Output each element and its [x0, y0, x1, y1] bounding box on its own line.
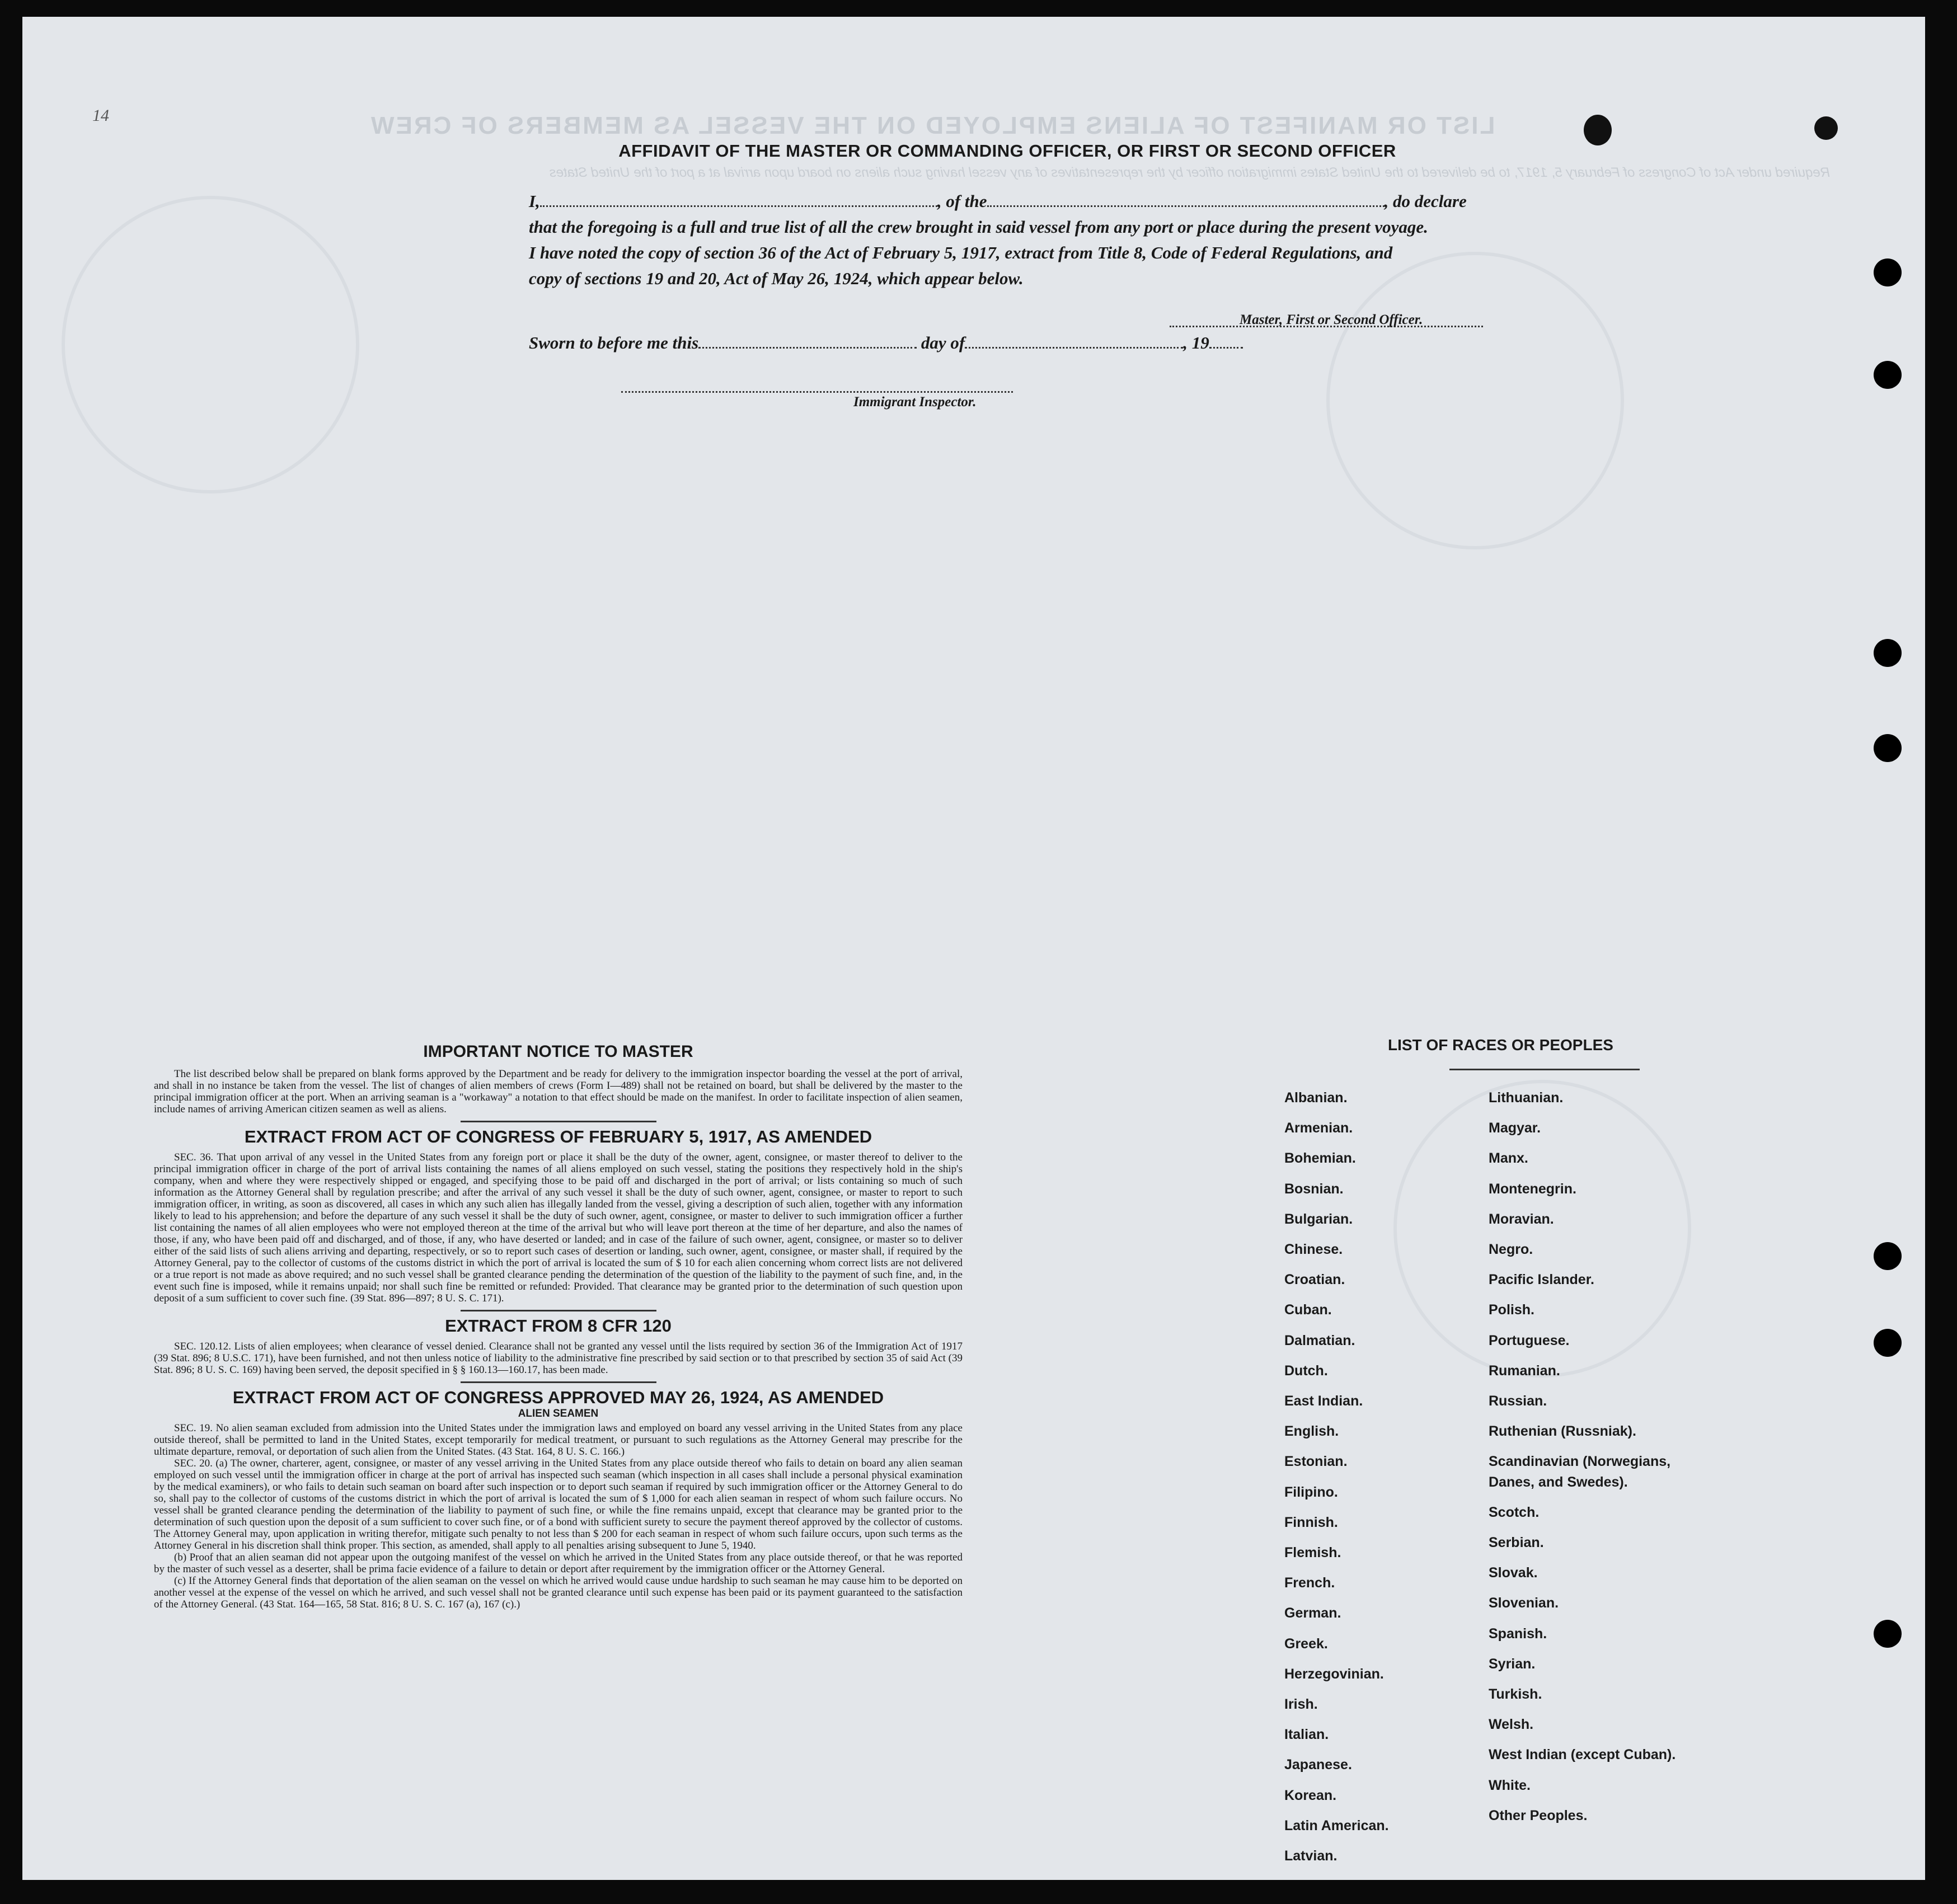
race-item: German. [1284, 1605, 1341, 1621]
race-item: Irish. [1284, 1696, 1318, 1712]
race-item: Turkish. [1489, 1686, 1542, 1702]
declaration-i-label: I, [529, 191, 540, 211]
extract-cfr-text: SEC. 120.12. Lists of alien employees; when clearance of vessel denied. Clearance shall not be granted any vessel until the lists required by section 36 of the Immigration Act of 1917 (39 Stat. 896; 8 U.S.C. 171), have been furnished, and not then unless notice of liability to the administrative fine prescribed by said section or to that prescribed by section 35 of said Act (39 Stat. 896; 8 U. S. C. 169) having been served, the deposit specified in § § 160.13—160.17, has been made. [154, 1341, 963, 1376]
race-item: Latin American. [1284, 1817, 1389, 1834]
divider [461, 1310, 656, 1311]
punch-hole [1874, 1242, 1902, 1270]
declaration-line-1 [529, 191, 1467, 211]
extract-1917-title: EXTRACT FROM ACT OF CONGRESS OF FEBRUARY 5, 1917, AS AMENDED [244, 1127, 872, 1146]
punch-hole [1874, 734, 1902, 762]
inspector-signature-line[interactable] [621, 389, 1013, 393]
race-item: Negro. [1489, 1242, 1533, 1257]
declaration-line-4: copy of sections 19 and 20, Act of May 26, 1924, which appear below. [529, 269, 1024, 288]
race-item: Finnish. [1284, 1514, 1338, 1530]
divider [461, 1121, 656, 1122]
extract-cfr-title: EXTRACT FROM 8 CFR 120 [445, 1316, 672, 1336]
race-item: Armenian. [1284, 1120, 1353, 1136]
race-item: Scotch. [1489, 1504, 1540, 1520]
affidavit-title: AFFIDAVIT OF THE MASTER OR COMMANDING OFFICER, OR FIRST OR SECOND OFFICER [618, 141, 1396, 161]
race-item: Korean. [1284, 1787, 1337, 1803]
divider [461, 1381, 656, 1383]
race-item: Pacific Islander. [1489, 1272, 1594, 1288]
race-item: Manx. [1489, 1150, 1528, 1167]
race-item: Slovenian. [1489, 1595, 1559, 1611]
race-item: Serbian. [1489, 1535, 1544, 1550]
race-item: Scandinavian (Norwegians, [1489, 1454, 1671, 1470]
bleed-through-subtitle: Required under Act of Congress of February 5, 1917, to be delivered to the United States immigration officer by the representatives of any vessel having such aliens on board upon arrival at a port of the United States [549, 165, 1830, 180]
extract-1924-sec19: SEC. 19. No alien seaman excluded from admission into the United States under the immigration laws and employed on board any vessel arriving in the United States from any place outside thereof, shall be permitted to land in the United States, except temporarily for medical treatment, or pursuant to such regulations as the Attorney General may prescribe for the ultimate departure, removal, or deportation of such alien from the United States. (43 Stat. 164, 8 U. S. C. 166.) [154, 1422, 963, 1458]
punch-hole [1874, 1329, 1902, 1357]
race-item: Ruthenian (Russniak). [1489, 1423, 1636, 1440]
race-item: Albanian. [1284, 1090, 1348, 1106]
races-title: LIST OF RACES OR PEOPLES [1388, 1036, 1613, 1054]
race-item: Bulgarian. [1284, 1211, 1353, 1227]
race-item: Herzegovinian. [1284, 1666, 1384, 1682]
race-item: Latvian. [1284, 1848, 1337, 1864]
sworn-label: Sworn to before me this [529, 333, 699, 352]
declaration-do-declare: , do declare [1384, 191, 1467, 211]
declaration-of-the: , of the [937, 191, 987, 211]
race-item: English. [1284, 1423, 1339, 1440]
race-item: Estonian. [1284, 1454, 1348, 1470]
race-item: West Indian (except Cuban). [1489, 1747, 1676, 1763]
declaration-line-3: I have noted the copy of section 36 of the Act of February 5, 1917, extract from Title 8, Code of Federal Regulations, and [529, 243, 1393, 262]
race-item: Bohemian. [1284, 1150, 1356, 1167]
race-item: White. [1489, 1777, 1531, 1793]
faint-stamp-right [1326, 252, 1624, 549]
notice-text: The list described below shall be prepared on blank forms approved by the Department and be ready for delivery to the immigration inspector boarding the vessel at the port of arrival, and shall in no instance be taken from the vessel. The list of changes of alien members of crews (Form I—489) shall not be retained on board, but shall be delivered by the master to the principal immigration officer at the port. When an arriving seaman is a "workaway" a notation to that effect should be made on the manifest. In order to facilitate inspection of alien seamen, include names of arriving American citizen seamen as well as aliens. [154, 1068, 963, 1115]
master-signature-label: Master, First or Second Officer. [1240, 312, 1423, 327]
race-item: Russian. [1489, 1393, 1547, 1409]
races-divider [1449, 1069, 1640, 1070]
race-item: Spanish. [1489, 1625, 1547, 1642]
declaration-line-2: that the foregoing is a full and true list of all the crew brought in said vessel from any port or place during the present voyage. [529, 217, 1428, 237]
page-mark: 14 [92, 106, 109, 125]
race-item: East Indian. [1284, 1393, 1363, 1409]
extract-1924-sec20b: (b) Proof that an alien seaman did not appear upon the outgoing manifest of the vessel on which he arrived in the United States from any place outside thereof, or that he was reported by the master of such vessel as a deserter, shall be prima facie evidence of a failure to detain or deport after requirement by the immigration officer or the Attorney General. [154, 1552, 963, 1575]
extract-1924-title: EXTRACT FROM ACT OF CONGRESS APPROVED MAY 26, 1924, AS AMENDED [232, 1388, 884, 1407]
sworn-day-of: day of [921, 333, 965, 352]
legal-notices [154, 1042, 963, 1610]
race-item: Filipino. [1284, 1484, 1338, 1500]
extract-1924-subtitle: ALIEN SEAMEN [518, 1408, 599, 1419]
faint-stamp-left [62, 196, 359, 493]
race-item: Dalmatian. [1284, 1332, 1355, 1348]
race-item: Greek. [1284, 1635, 1328, 1652]
race-item: Montenegrin. [1489, 1181, 1576, 1197]
ink-blot [1584, 115, 1612, 145]
bleed-through-title: LIST OR MANIFEST OF ALIENS EMPLOYED ON THE VESSEL AS MEMBERS OF CREW [369, 112, 1495, 139]
race-item: Lithuanian. [1489, 1090, 1564, 1106]
race-item: Italian. [1284, 1727, 1329, 1743]
punch-hole [1874, 1620, 1902, 1648]
race-item: Magyar. [1489, 1120, 1541, 1136]
extract-1917-text: SEC. 36. That upon arrival of any vessel in the United States from any foreign port or place it shall be the duty of the owner, agent, consignee, or master thereof to deliver to the principal immigration officer in charge of the port of arrival lists containing the names of all aliens employed on such vessel, stating the positions they respectively hold in the ship's company, when and where they were respectively shipped or engaged, and specifying those to be paid off and discharged in the port of arrival; or lists containing so much of such information as the Attorney General shall by regulation prescribe; and after the arrival of any such vessel it shall be the duty of such owner, agent, consignee, or master to report to such immigration officer, in writing, as soon as discovered, all cases in which any such alien has illegally landed from the vessel, giving a description of such alien, together with any information likely to lead to his apprehension; and before the departure of any such vessel it shall be the duty of such owner, agent, consignee, or master to deliver to such immigration officer a further list containing the names of all alien employees who were not employed thereon at the time of the arrival but who will leave port thereon at the time of her departure, and also the names of those, if any, who have been paid off and discharged, and of those, if any, who have deserted or landed; and in case of the failure of such owner, agent, consignee, or master so to deliver either of the said lists of such aliens arriving and departing, respectively, or so to report such cases of desertion or landing, such owner, agent, consignee, or master shall, if required by the Attorney General, pay to the collector of customs of the customs district in which the port of arrival is located the sum of $ 10 for each alien concerning whom correct lists are not delivered or a true report is not made as above required; and no such vessel shall be granted clearance pending the determination of the question of the liability to the payment of such fine, and, in the event such fine is imposed, while it remains unpaid; nor shall such fine be remitted or refunded: Provided. That clearance may be granted prior to the determination of such question upon deposit of a sum sufficient to cover such fine. (39 Stat. 896—897; 8 U. S. C. 171). [154, 1151, 963, 1304]
race-item: Other Peoples. [1489, 1807, 1588, 1823]
sworn-year-prefix: , 19 [1183, 333, 1209, 352]
race-item: Slovak. [1489, 1565, 1538, 1581]
race-item: Bosnian. [1284, 1181, 1344, 1197]
race-item: Croatian. [1284, 1272, 1345, 1288]
race-item: Welsh. [1489, 1717, 1534, 1733]
race-item: Flemish. [1284, 1545, 1341, 1560]
vessel-blank[interactable] [987, 202, 1385, 207]
race-item: Portuguese. [1489, 1332, 1570, 1348]
sworn-day-blank[interactable] [698, 344, 917, 349]
name-blank[interactable] [540, 202, 937, 207]
race-item: Polish. [1489, 1302, 1534, 1318]
extract-1924-sec20c: (c) If the Attorney General finds that deportation of the alien seaman on the vessel on which he arrived would cause undue hardship to such seaman he may cause him to be deported on another vessel at the expense of the vessel on which he arrived, and such vessel shall not be granted clearance until such expense has been paid or its payment guaranteed to the satisfaction of the Attorney General. (43 Stat. 164—165, 58 Stat. 816; 8 U. S. C. 167 (a), 167 (c).) [154, 1575, 963, 1610]
race-item: Japanese. [1284, 1757, 1352, 1773]
sworn-month-blank[interactable] [965, 344, 1183, 349]
notice-title: IMPORTANT NOTICE TO MASTER [423, 1042, 693, 1061]
sworn-line [529, 333, 1243, 353]
race-item: Cuban. [1284, 1302, 1332, 1318]
inspector-signature-label: Immigrant Inspector. [853, 394, 977, 410]
punch-hole [1874, 361, 1902, 389]
punch-hole [1874, 639, 1902, 667]
race-item: Danes, and Swedes). [1489, 1474, 1628, 1490]
sworn-year-blank[interactable] [1209, 344, 1243, 349]
race-item: Dutch. [1284, 1362, 1328, 1379]
race-item: Rumanian. [1489, 1362, 1560, 1379]
punch-hole [1874, 258, 1902, 286]
extract-1924-sec20a: SEC. 20. (a) The owner, charterer, agent, consignee, or master of any vessel arriving in the United States from any place outside thereof who fails to detain on board any alien seaman employed on such vessel until the immigration officer in charge at the port of arrival has inspected such seaman (which inspection in all cases shall include a personal physical examination by the medical examiners), or who fails to detain such seaman on board after such inspection or to deport such seaman if required by such immigration officer or the Attorney General to do so, shall pay to the collector of customs of the customs district in which the port of arrival is located the sum of $ 1,000 for each alien seaman in respect of whom such failure occurs. No vessel shall be granted clearance pending the determination of the liability to payment of such fine, or while the fine remains unpaid, except that clearance may be granted prior to the determination of such question upon the deposit of a sum sufficient to cover such fine, or of a bond with sufficient surety to secure the payment thereof approved by the collector of customs. The Attorney General may, upon application in writing therefor, mitigate such penalty to not less than $ 200 for each seaman in respect of whom such failure occurs, upon such terms as the Attorney General in his discretion shall think proper. This section, as amended, shall apply to all penalties arising subsequent to June 5, 1940. [154, 1458, 963, 1552]
form-sheet [22, 17, 1925, 1880]
race-item: Syrian. [1489, 1656, 1536, 1672]
race-item: French. [1284, 1575, 1335, 1591]
race-item: Chinese. [1284, 1242, 1343, 1257]
race-item: Moravian. [1489, 1211, 1554, 1227]
ink-blot [1814, 116, 1838, 140]
